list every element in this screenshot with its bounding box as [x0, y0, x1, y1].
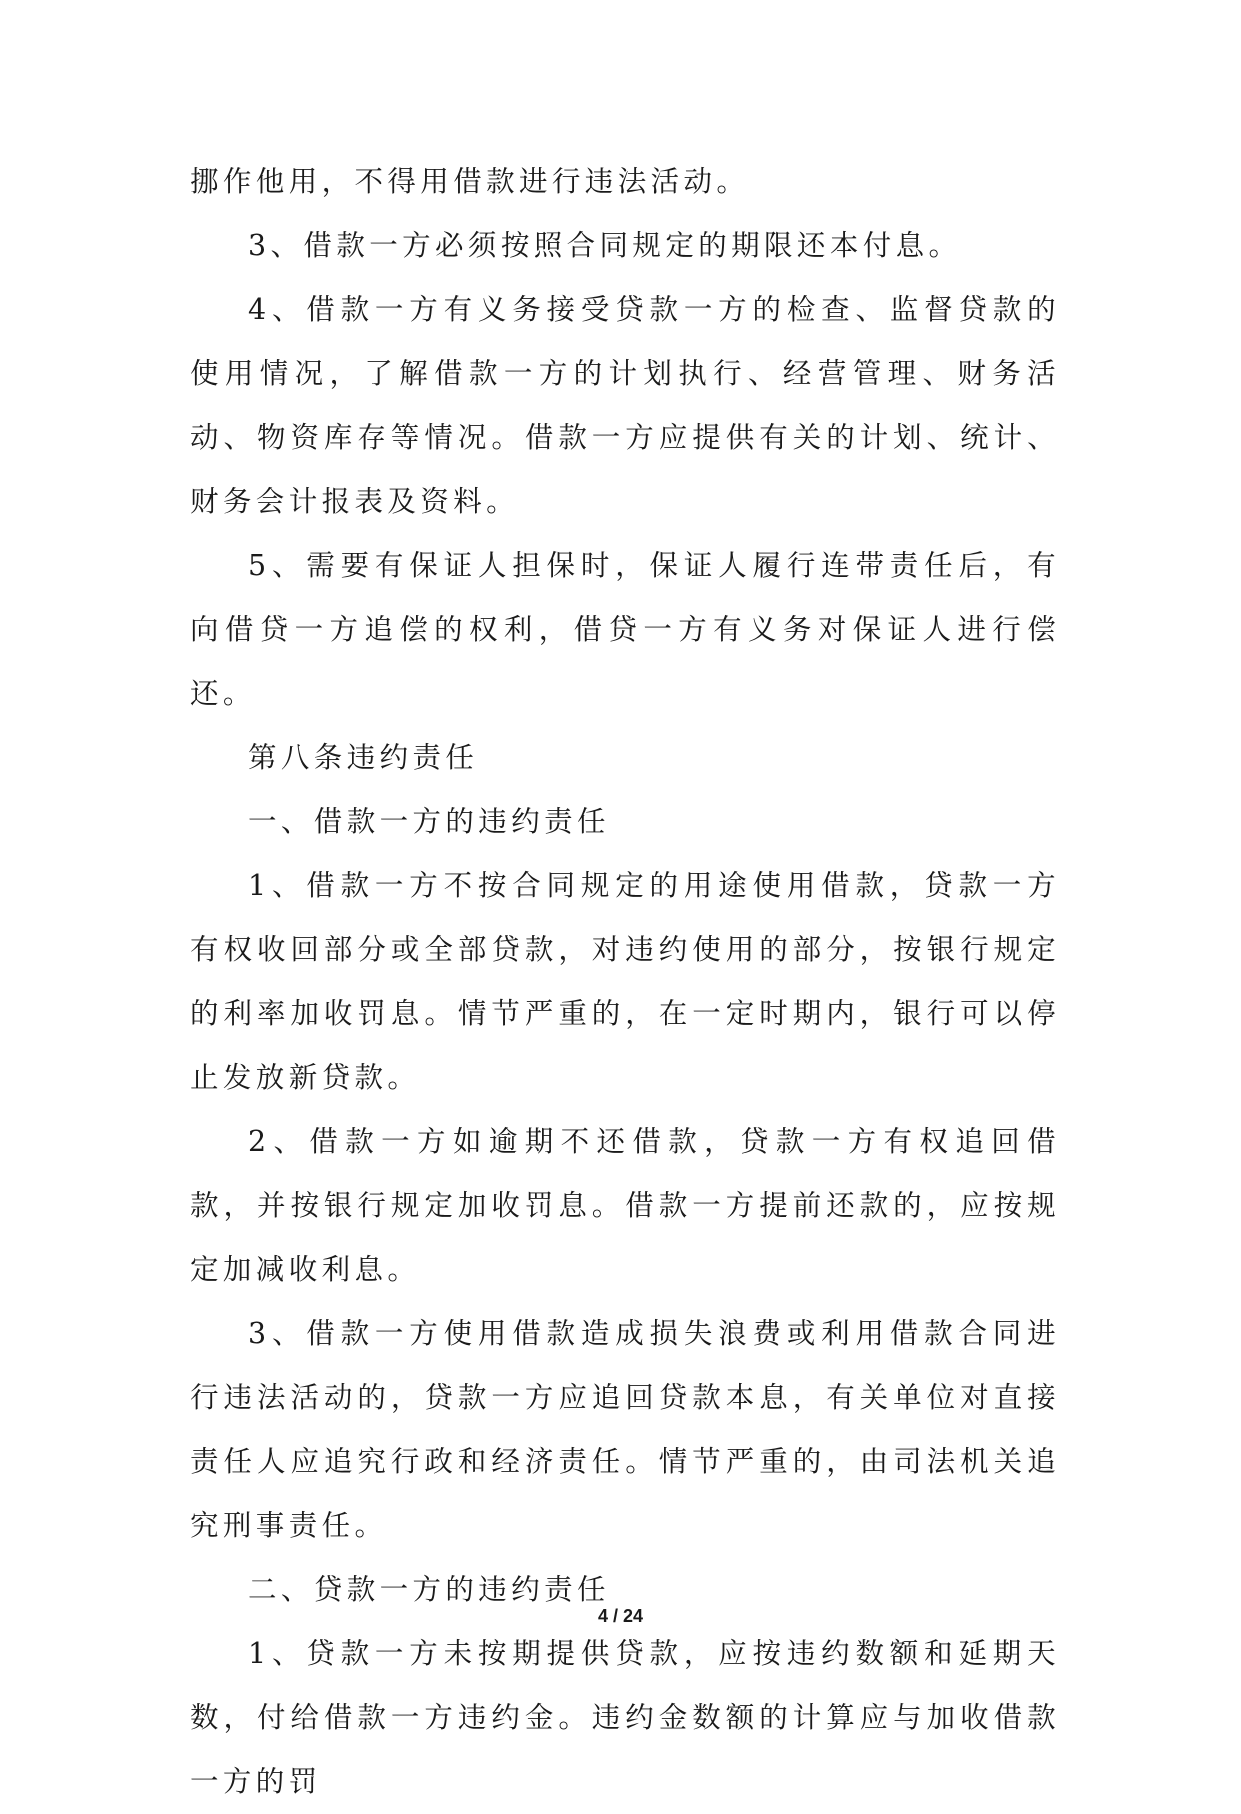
subheading-borrower-liability: 一、借款一方的违约责任	[248, 805, 610, 838]
paragraph-clause-5: 5、需要有保证人担保时，保证人履行连带责任后，有向借贷一方追偿的权利，借贷一方有义务对保证人进行偿还。	[190, 549, 1060, 710]
subheading-lender-liability: 二、贷款一方的违约责任	[248, 1573, 610, 1606]
paragraph-borrower-clause-3: 3、借款一方使用借款造成损失浪费或利用借款合同进行违法活动的，贷款一方应追回贷款本息，有关单位对直接责任人应追究行政和经济责任。情节严重的，由司法机关追究刑事责任。	[190, 1317, 1060, 1542]
paragraph-clause-3: 3、借款一方必须按照合同规定的期限还本付息。	[248, 229, 962, 262]
paragraph-continuation: 挪作他用，不得用借款进行违法活动。	[190, 165, 750, 198]
document-body	[190, 150, 1060, 1814]
paragraph-lender-clause-1: 1、贷款一方未按期提供贷款，应按违约数额和延期天数，付给借款一方违约金。违约金数额的计算应与加收借款一方的罚	[190, 1637, 1060, 1798]
section-heading-article-8: 第八条违约责任	[248, 741, 479, 774]
page-number: 4 / 24	[597, 1606, 644, 1626]
paragraph-clause-4: 4、借款一方有义务接受贷款一方的检查、监督贷款的使用情况，了解借款一方的计划执行、经营管理、财务活动、物资库存等情况。借款一方应提供有关的计划、统计、财务会计报表及资料。	[190, 293, 1060, 518]
paragraph-borrower-clause-1: 1、借款一方不按合同规定的用途使用借款，贷款一方有权收回部分或全部贷款，对违约使用的部分，按银行规定的利率加收罚息。情节严重的，在一定时期内，银行可以停止发放新贷款。	[190, 869, 1060, 1094]
paragraph-borrower-clause-2: 2、借款一方如逾期不还借款，贷款一方有权追回借款，并按银行规定加收罚息。借款一方提前还款的，应按规定加减收利息。	[190, 1125, 1060, 1286]
